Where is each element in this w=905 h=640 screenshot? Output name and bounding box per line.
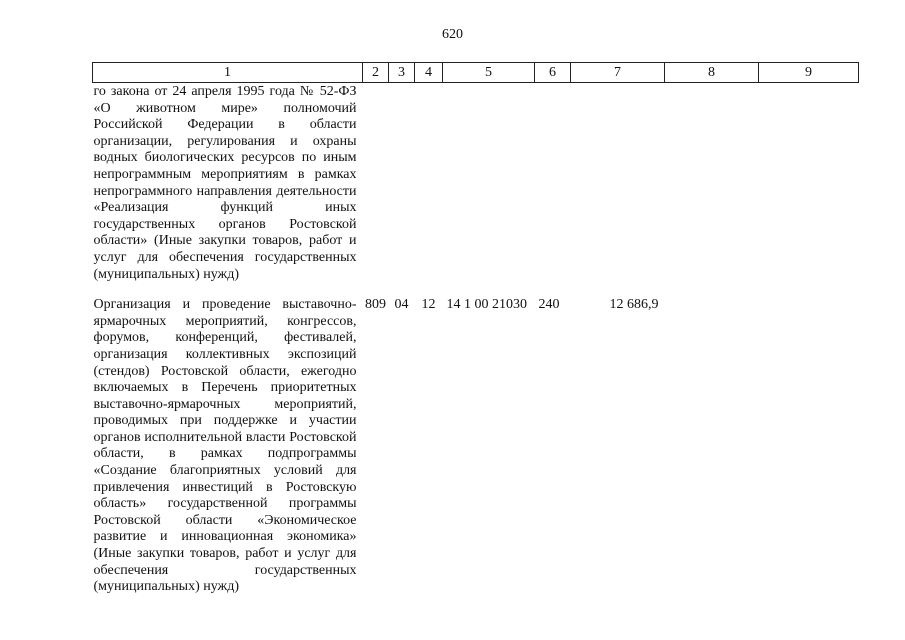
row-target-article [443, 83, 535, 294]
row-amount-7 [571, 83, 665, 294]
header-col-4: 4 [415, 63, 443, 83]
row-target-article: 14 1 00 21030 [446, 297, 527, 313]
row-section-code: 04 [394, 297, 409, 313]
table-header-row [93, 63, 859, 83]
row-amount-9 [759, 293, 859, 596]
row-amount-8 [665, 83, 759, 294]
header-col-5: 5 [443, 63, 535, 83]
header-col-9: 9 [759, 63, 859, 83]
table-row [93, 293, 859, 596]
table-row [93, 83, 859, 294]
header-col-7: 7 [571, 63, 665, 83]
row-subsection-code: 12 [421, 297, 436, 313]
row-description: го закона от 24 апреля 1995 года № 52-ФЗ «О животном мире» полномочий Российской Федерации в области организации, регулирования и охраны водных биологических ресурсов по иным непрограммным мероприятиям в рамках непрограммного направления деятельности «Реализация функций иных государственных органов Ростовской области» (Иные закупки товаров, работ и услуг для обеспечения государственных (муниципальных) нужд) [93, 84, 357, 282]
header-col-2: 2 [363, 63, 389, 83]
row-amount-9 [759, 83, 859, 294]
row-section-code [389, 83, 415, 294]
page-number: 620 [442, 27, 463, 42]
row-amount-7: 12 686,9 [609, 297, 659, 313]
row-description: Организация и проведение выставочно-ярмарочных мероприятий, конгрессов, форумов, конференций, фестивалей, организация коллективных экспозиций (стендов) Ростовской области, ежегодно включаемых в Перечень приоритетных выставочно-ярмарочных мероприятий, проводимых при поддержке и участии органов исполнительной власти Ростовской области, в рамках подпрограммы «Создание благоприятных условий для привлечения инвестиций в Ростовскую область» государственной программы Ростовской области «Экономическое развитие и инновационная экономика» (Иные закупки товаров, работ и услуг для обеспечения государственных (муниципальных) нужд) [93, 297, 357, 595]
row-expense-type [535, 83, 571, 294]
row-amount-8 [665, 293, 759, 596]
budget-table [92, 62, 859, 596]
header-col-1: 1 [93, 63, 363, 83]
row-subsection-code [415, 83, 443, 294]
header-col-8: 8 [665, 63, 759, 83]
header-col-6: 6 [535, 63, 571, 83]
row-expense-type: 240 [538, 297, 560, 313]
header-col-3: 3 [389, 63, 415, 83]
row-ministry-code: 809 [365, 297, 386, 313]
row-ministry-code [363, 83, 389, 294]
